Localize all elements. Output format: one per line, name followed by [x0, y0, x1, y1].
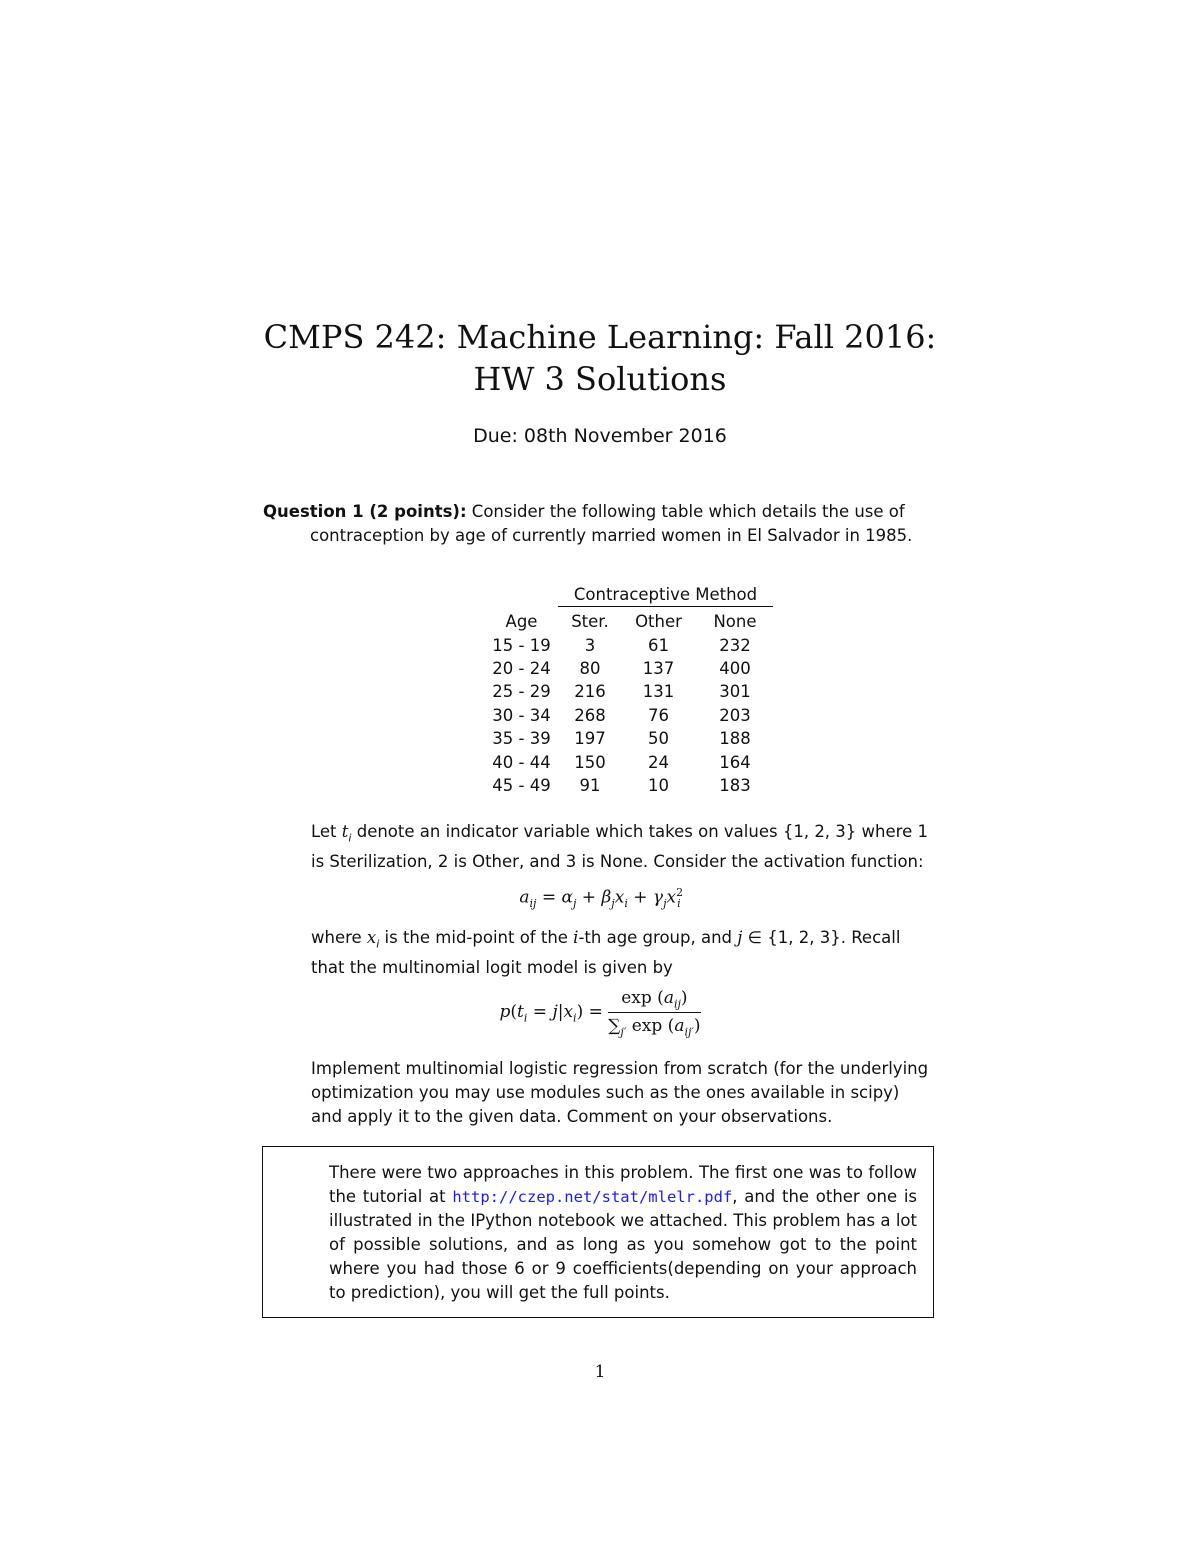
title-line-1: CMPS 242: Machine Learning: Fall 2016:: [263, 318, 937, 356]
table-row: [484, 680, 774, 703]
table-cell: 197: [574, 729, 606, 749]
table-cell: 203: [719, 705, 751, 725]
table-cell: 232: [719, 635, 751, 655]
table-cell: 301: [719, 682, 751, 702]
table-row: [484, 633, 774, 656]
table-cell: 25 - 29: [492, 682, 551, 702]
contraception-table: [484, 610, 774, 797]
table-cell: 131: [642, 682, 675, 702]
document-title: [0, 316, 1200, 400]
table-cell: 3: [584, 635, 596, 655]
answer-text: There were two approaches in this problem. The first one was to follow the tutorial at http://czep.net/stat/mlelr.pdf, and the other one is illustrated in the IPython notebook we attached. This problem has a lot of possible solutions, and as long as you somehow got to the point where you had those 6 or 9 coefficients(depending on your approach to prediction), you will get the full points.: [329, 1163, 918, 1302]
answer-box: [262, 1146, 934, 1318]
table-cell: 20 - 24: [492, 658, 551, 678]
table-row: [484, 750, 774, 773]
table-cell: 268: [574, 705, 606, 725]
table-row: [484, 657, 774, 680]
table-cell: 164: [719, 752, 751, 772]
logit-equation: $p(t_i = j|x_i)$ = $\frac{\exp (a_{ij})}{\sum_{j'} \exp (a_{ij'})}$: [499, 988, 701, 1039]
table-group-header: Contraceptive Method: [558, 585, 773, 607]
var-t: t: [341, 822, 349, 841]
table-cell: 183: [719, 775, 751, 795]
table-row: [484, 704, 774, 727]
title-line-2: HW 3 Solutions: [473, 360, 727, 398]
question-text-1: Consider the following table which details the use of: [471, 502, 905, 521]
table-header-row: [484, 610, 774, 633]
table-row: [484, 774, 774, 797]
table-header-cell: Ster.: [571, 612, 609, 632]
table-header-cell: Age: [505, 612, 538, 632]
paragraph-indicator: Let $t_i$ denote an indicator variable which takes on values {1, 2, 3} where 1 is Sterilization, 2 is Other, and 3 is None. Consider the activation function:: [311, 822, 928, 872]
table-cell: 15 - 19: [492, 635, 551, 655]
table-row: [484, 727, 774, 750]
table-cell: 35 - 39: [492, 729, 551, 749]
table-header-cell: None: [713, 612, 757, 632]
paragraph-implement: Implement multinomial logistic regression from scratch (for the underlying optimization you may use modules such as the ones available in scipy) and apply it to the given data. Comment on your observations.: [311, 1059, 929, 1126]
table-cell: 24: [648, 752, 669, 772]
table-cell: 188: [719, 729, 751, 749]
page-number: 1: [594, 1362, 606, 1382]
table-cell: 45 - 49: [492, 775, 551, 795]
table-cell: 80: [579, 658, 601, 678]
table-cell: 61: [648, 635, 669, 655]
table-cell: 400: [719, 658, 751, 678]
tutorial-link[interactable]: http://czep.net/stat/mlelr.pdf: [452, 1188, 733, 1206]
question-label: Question 1 (2 points):: [263, 502, 467, 521]
table-cell: 50: [648, 729, 669, 749]
table-cell: 40 - 44: [492, 752, 551, 772]
activation-equation: $a_{ij} = \alpha_j + \beta_jx_i + \gamma_jx^2_i$: [519, 886, 684, 911]
table-cell: 30 - 34: [492, 705, 551, 725]
table-cell: 216: [574, 682, 606, 702]
table-cell: 137: [642, 658, 675, 678]
table-cell: 150: [574, 752, 606, 772]
question-1: [263, 500, 943, 548]
table-cell: 76: [648, 705, 669, 725]
table-cell: 10: [648, 775, 669, 795]
paragraph-midpoint: where $x_i$ is the mid-point of the i-th age group, and j ∈ {1, 2, 3}. Recall that the multinomial logit model is given by: [311, 928, 901, 978]
due-date: Due: 08th November 2016: [473, 425, 727, 447]
table-cell: 91: [579, 775, 601, 795]
question-text-2: contraception by age of currently married women in El Salvador in 1985.: [310, 526, 913, 545]
table-header-cell: Other: [635, 612, 682, 632]
